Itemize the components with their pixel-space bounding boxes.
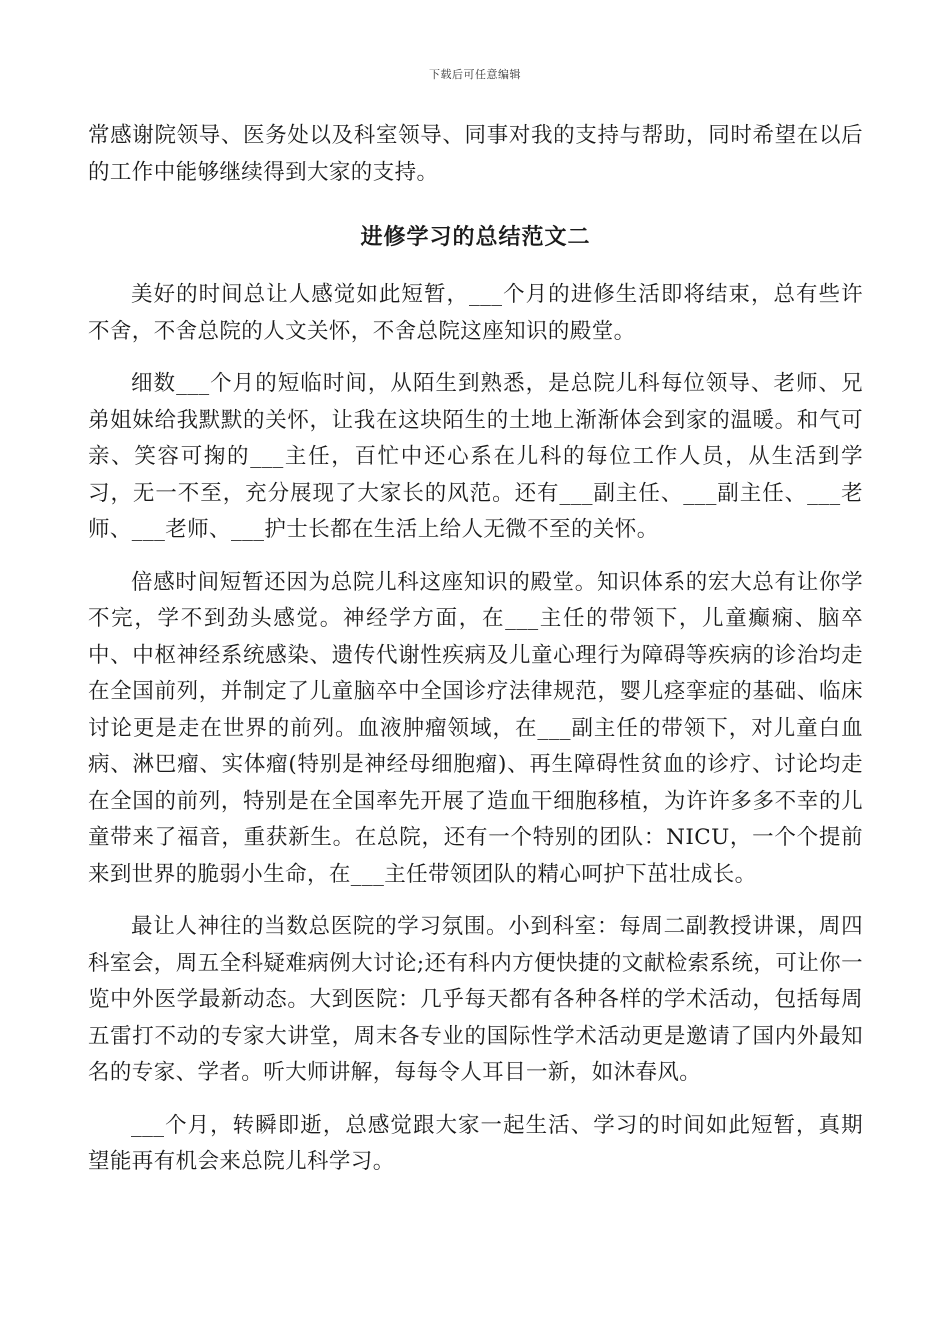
body-paragraph-1: 美好的时间总让人感觉如此短暂，___个月的进修生活即将结束，总有些许不舍，不舍总院的人文关怀，不舍总院这座知识的殿堂。 bbox=[88, 282, 863, 344]
section-title: 进修学习的总结范文二 bbox=[360, 224, 591, 250]
body-paragraph-4: 最让人神往的当数总医院的学习氛围。小到科室：每周二副教授讲课，周四科室会，周五全科疑难病例大讨论;还有科内方便快捷的文献检索系统，可让你一览中外医学最新动态。大到医院：几乎每天都有各种各样的学术活动，包括每周五雷打不动的专家大讲堂，周末各专业的国际性学术活动更是邀请了国内外最知名的专家、学者。听大师讲解，每每令人耳目一新，如沐春风。 bbox=[88, 914, 863, 1085]
body-paragraph-5: ___个月，转瞬即逝，总感觉跟大家一起生活、学习的时间如此短暂，真期望能再有机会来总院儿科学习。 bbox=[88, 1112, 863, 1174]
document-body bbox=[88, 118, 863, 1181]
body-paragraph-2: 细数___个月的短临时间，从陌生到熟悉，是总院儿科每位领导、老师、兄弟姐妹给我默默的关怀，让我在这块陌生的土地上渐渐体会到家的温暖。和气可亲、笑容可掬的___主任，百忙中还心系在儿科的每位工作人员，从生活到学习，无一不至，充分展现了大家长的风范。还有___副主任、___副主任、___老师、___老师、___护士长都在生活上给人无微不至的关怀。 bbox=[88, 371, 863, 542]
intro-continuation-paragraph: 常感谢院领导、医务处以及科室领导、同事对我的支持与帮助，同时希望在以后的工作中能够继续得到大家的支持。 bbox=[88, 123, 863, 185]
body-paragraph-3: 倍感时间短暂还因为总院儿科这座知识的殿堂。知识体系的宏大总有让你学不完，学不到劲头感觉。神经学方面，在___主任的带领下，儿童癫痫、脑卒中、中枢神经系统感染、遗传代谢性疾病及儿童心理行为障碍等疾病的诊治均走在全国前列，并制定了儿童脑卒中全国诊疗法律规范，婴儿痉挛症的基础、临床讨论更是走在世界的前列。血液肿瘤领域，在___副主任的带领下，对儿童白血病、淋巴瘤、实体瘤(特别是神经母细胞瘤)、再生障碍性贫血的诊疗、讨论均走在全国的前列，特别是在全国率先开展了造血干细胞移植，为许许多多不幸的儿童带来了福音，重获新生。在总院，还有一个特别的团队：NICU，一个个提前来到世界的脆弱小生命，在___主任带领团队的精心呵护下茁壮成长。 bbox=[88, 569, 863, 887]
page-header-note: 下载后可任意编辑 bbox=[429, 68, 521, 81]
